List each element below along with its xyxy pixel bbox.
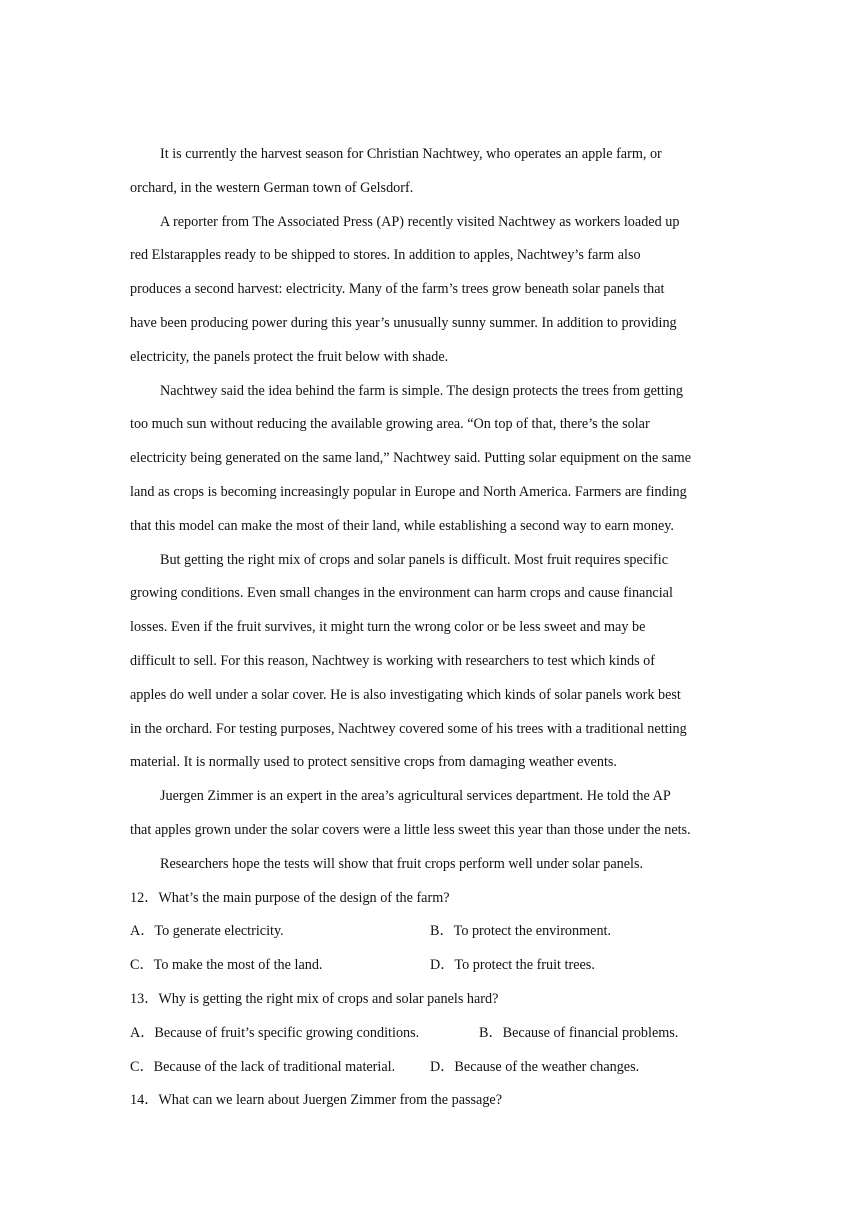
- question-13-option-d: D．Because of the weather changes.: [430, 1058, 640, 1075]
- question-12: [130, 882, 740, 983]
- question-13-option-c: C．Because of the lack of traditional material.: [130, 1058, 396, 1075]
- paragraph-4-line-1: But getting the right mix of crops and solar panels is difficult. Most fruit requires specific: [160, 551, 669, 568]
- paragraph-5-line-1: Juergen Zimmer is an expert in the area’s agricultural services department. He told the AP: [160, 788, 671, 805]
- paragraph-4-line-6: in the orchard. For testing purposes, Nachtwey covered some of his trees with a traditional netting: [130, 720, 687, 737]
- paragraph-4-line-5: apples do well under a solar cover. He is also investigating which kinds of solar panels work best: [130, 686, 681, 703]
- paragraph-4-line-2: growing conditions. Even small changes in the environment can harm crops and cause financial: [130, 585, 673, 602]
- paragraph-1-line-1: It is currently the harvest season for Christian Nachtwey, who operates an apple farm, or: [160, 146, 662, 162]
- paragraph-6-line-1: Researchers hope the tests will show that fruit crops perform well under solar panels.: [160, 855, 644, 872]
- document-page: [130, 138, 740, 1118]
- question-12-option-c: C．To make the most of the land.: [130, 957, 323, 974]
- paragraph-1-line-2: orchard, in the western German town of Gelsdorf.: [130, 179, 414, 196]
- question-14-stem: 14．What can we learn about Juergen Zimmer from the passage?: [130, 1092, 503, 1109]
- question-12-option-a: A．To generate electricity.: [130, 923, 284, 940]
- question-13-option-b: B．Because of financial problems.: [479, 1024, 679, 1041]
- paragraph-4-line-3: losses. Even if the fruit survives, it might turn the wrong color or be less sweet and may be: [130, 619, 646, 636]
- paragraph-3-line-4: land as crops is becoming increasingly popular in Europe and North America. Farmers are finding: [130, 483, 687, 500]
- paragraph-4-line-7: material. It is normally used to protect sensitive crops from damaging weather events.: [130, 754, 617, 771]
- paragraph-4-line-4: difficult to sell. For this reason, Nachtwey is working with researchers to test which kinds of: [130, 652, 655, 669]
- question-13-options-row-2: [130, 1051, 740, 1085]
- question-13-option-a: A．Because of fruit’s specific growing conditions.: [130, 1024, 420, 1041]
- question-13-options-row-1: [130, 1017, 740, 1051]
- paragraph-5-line-2: that apples grown under the solar covers were a little less sweet this year than those under the nets.: [130, 821, 691, 838]
- paragraph-3-line-5: that this model can make the most of their land, while establishing a second way to earn money.: [130, 517, 674, 534]
- passage: [130, 138, 740, 882]
- paragraph-2-line-5: electricity, the panels protect the fruit below with shade.: [130, 348, 449, 365]
- paragraph-2-line-4: have been producing power during this year’s unusually sunny summer. In addition to providing: [130, 314, 677, 331]
- question-12-options-row-2: [130, 949, 740, 983]
- question-13-stem: 13．Why is getting the right mix of crops and solar panels hard?: [130, 990, 499, 1007]
- question-12-options-row-1: [130, 915, 740, 949]
- paragraph-2-line-1: A reporter from The Associated Press (AP) recently visited Nachtwey as workers loaded up: [160, 213, 680, 230]
- paragraph-3-line-2: too much sun without reducing the available growing area. “On top of that, there’s the solar: [130, 416, 650, 433]
- question-12-option-d: D．To protect the fruit trees.: [430, 957, 595, 974]
- question-13: [130, 983, 740, 1084]
- paragraph-2-line-3: produces a second harvest: electricity. Many of the farm’s trees grow beneath solar panels that: [130, 281, 665, 298]
- paragraph-2-line-2: red Elstarapples ready to be shipped to stores. In addition to apples, Nachtwey’s farm also: [130, 247, 641, 264]
- question-12-option-b: B．To protect the environment.: [430, 923, 612, 940]
- paragraph-3-line-1: Nachtwey said the idea behind the farm is simple. The design protects the trees from getting: [160, 382, 683, 399]
- paragraph-3-line-3: electricity being generated on the same land,” Nachtwey said. Putting solar equipment on the same: [130, 450, 692, 467]
- question-12-stem: 12．What’s the main purpose of the design of the farm?: [130, 889, 450, 906]
- question-14: [130, 1084, 740, 1118]
